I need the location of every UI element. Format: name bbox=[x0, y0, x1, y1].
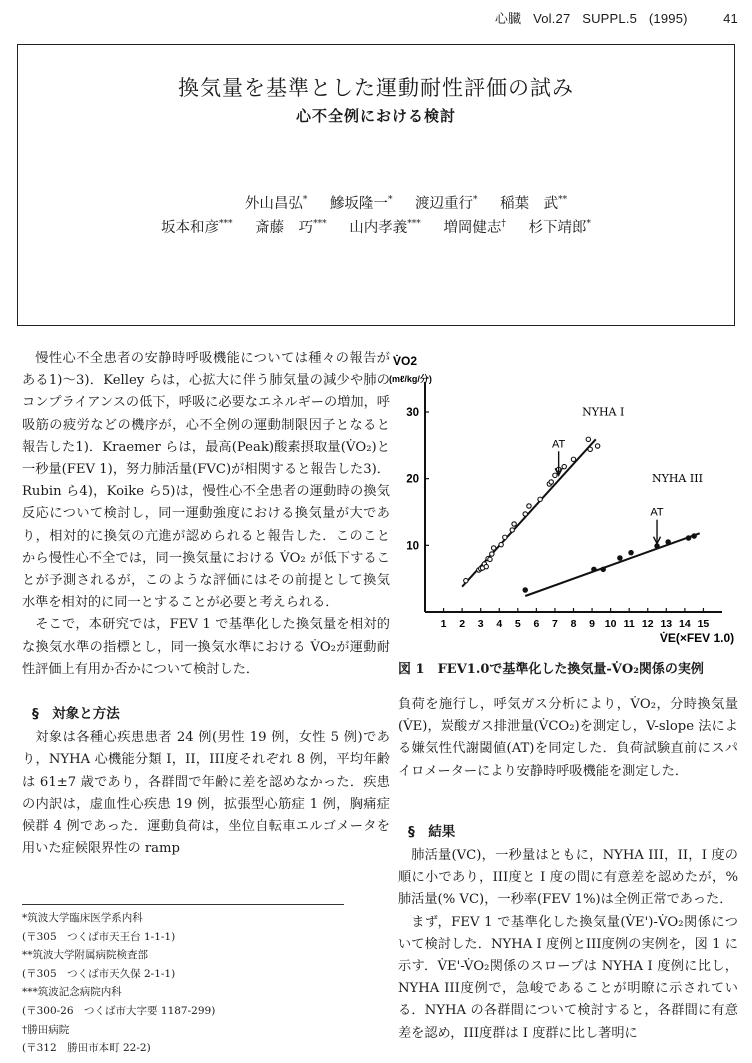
data-point bbox=[523, 588, 527, 592]
footnote-line: **筑波大学附属病院検査部 bbox=[22, 949, 148, 962]
footnote-line: †勝田病院 bbox=[22, 1023, 70, 1036]
data-point bbox=[553, 473, 557, 477]
y-tick-label: 20 bbox=[406, 473, 419, 486]
x-tick-label: 5 bbox=[514, 618, 521, 630]
data-point bbox=[527, 504, 531, 508]
data-point bbox=[666, 540, 670, 544]
data-point bbox=[562, 464, 566, 468]
results-heading: § 結果 bbox=[408, 823, 456, 840]
x-tick-label: 8 bbox=[570, 618, 577, 630]
data-point bbox=[586, 437, 590, 441]
data-point bbox=[491, 546, 495, 550]
series-label: NYHA III bbox=[651, 472, 703, 485]
data-point bbox=[503, 535, 507, 539]
series-label: NYHA I bbox=[582, 405, 625, 419]
y-axis-unit: (mℓ/kg/分) bbox=[389, 374, 432, 384]
data-point bbox=[618, 556, 622, 560]
author: 斎藤 巧*** bbox=[255, 219, 327, 236]
figure-caption: 図 1 FEV1.0で基準化した換気量-V̇O₂関係の実例 bbox=[398, 662, 704, 677]
data-point bbox=[510, 528, 514, 532]
data-point bbox=[629, 550, 633, 554]
data-point bbox=[592, 567, 596, 571]
y-axis-label: V̇O2 bbox=[393, 354, 418, 368]
author: 山内孝義*** bbox=[349, 219, 421, 236]
data-point bbox=[512, 522, 516, 526]
article-title: 換気量を基準とした運動耐性評価の試み bbox=[178, 76, 574, 100]
author: 外山昌弘* bbox=[244, 195, 308, 212]
author: 渡辺重行* bbox=[415, 195, 478, 212]
y-tick-label: 10 bbox=[406, 540, 419, 553]
data-point bbox=[464, 578, 468, 582]
data-point bbox=[686, 536, 690, 540]
footnote-line: (〒312 勝田市本町 22-2) bbox=[22, 1042, 151, 1055]
x-axis-label: V̇E(×FEV 1.0) bbox=[659, 631, 735, 645]
right-column bbox=[398, 694, 738, 1045]
footnote-divider bbox=[22, 904, 344, 905]
footnote-line: *筑波大学臨床医学系内科 bbox=[22, 912, 143, 924]
data-point bbox=[499, 542, 503, 546]
at-label: AT bbox=[552, 438, 566, 451]
intro-paragraph-2: そこで，本研究では，FEV 1 で基準化した換気量を相対的な換気水準の指標とし，同一換気水準における V̇O₂が運動耐性評価上有用か否かについて検討した． bbox=[22, 617, 390, 677]
data-point bbox=[484, 564, 488, 568]
journal-supplement: SUPPL.5 bbox=[582, 11, 638, 26]
figure-1 bbox=[389, 342, 752, 687]
results-paragraph-2: まず，FEV 1 で基準化した換気量(V̇E')-V̇O₂関係について検討した．NYHA I 度例とIII度例の実例を，図 1 に示す．V̇E'-V̇O₂関係のスロープは NYHA I 度例に比し，NYHA III度例で，急峻であることが明瞭に示されている．NYHA の各群間について検討すると，各群間に有意差を認め，III度群は I 度群に比し著明に bbox=[398, 914, 738, 1041]
footnote-line: (〒300-26 つくば市大字要 1187-299) bbox=[22, 1004, 216, 1017]
methods-paragraph-1: 対象は各種心疾患患者 24 例(男性 19 例，女性 5 例)であり，NYHA 心機能分類 I，II，III度それぞれ 8 例，平均年齢は 61±7 歳であり，各群間で年齢に差を認めなかった．疾患の内訳は，虚血性心疾患 19 例，拡張型心筋症 1 例，胸痛症候群 4 例であった．運動負荷は，坐位自転車エルゴメータを用いた症候限界性の ramp bbox=[22, 730, 390, 857]
author: 鰺坂隆一* bbox=[329, 195, 393, 212]
x-tick-label: 15 bbox=[697, 618, 710, 630]
x-tick-label: 9 bbox=[589, 618, 595, 630]
affiliation-footnotes bbox=[22, 909, 215, 1058]
at-label: AT bbox=[650, 506, 664, 519]
x-tick-label: 14 bbox=[679, 618, 691, 630]
author: 杉下靖郎* bbox=[528, 219, 591, 236]
x-tick-label: 10 bbox=[604, 618, 617, 630]
x-tick-label: 7 bbox=[552, 618, 558, 630]
y-tick-label: 30 bbox=[406, 407, 419, 419]
methods-continued: 負荷を施行し，呼気ガス分析により，V̇O₂，分時換気量(V̇E)，炭酸ガス排泄量(V̇CO₂)を測定し，V-slope 法による嫌気性代謝閾値(AT)を同定した．負荷試験直前にスパイロメーターにより安静時呼吸機能を測定した． bbox=[398, 697, 738, 779]
scatter-chart bbox=[389, 342, 752, 652]
footnote-line: ***筑波記念病院内科 bbox=[22, 986, 122, 999]
x-tick-label: 13 bbox=[660, 618, 673, 630]
intro-paragraph-1: 慢性心不全患者の安静時呼吸機能については種々の報告がある1)〜3)．Kelley らは，心拡大に伴う肺気量の減少や肺のコンプライアンスの低下，呼吸に必要なエネルギーの増加，呼吸筋の疲労などの機序が，心不全例の運動制限因子となると報告した1)．Kraemer らは，最高(Peak)酸素摂取量(V̇O₂)と一秒量(FEV 1)，努力肺活量(FVC)が相関すると報告した3)．Rubin ら4)，Koike ら5)は，慢性心不全患者の運動時の換気反応について検討し，同一運動強度における換気量が大であり，相対的に換気の亢進が認められると報告した．このことから慢性心不全では，同一換気量における V̇O₂ が低下することが予測されるが，このような評価にはその前提として換気水準を相対的に同一とすることが必要と考えられる． bbox=[22, 351, 390, 611]
x-tick-label: 11 bbox=[623, 618, 635, 630]
article-subtitle: 心不全例における検討 bbox=[295, 107, 456, 125]
author: 増岡健志† bbox=[443, 219, 506, 236]
footnote-line: (〒305 つくば市天久保 2-1-1) bbox=[22, 967, 176, 980]
journal-year: (1995) bbox=[648, 11, 688, 26]
journal-name: 心臓 bbox=[494, 11, 522, 26]
x-tick-label: 2 bbox=[459, 618, 466, 630]
data-point bbox=[488, 557, 492, 561]
data-point bbox=[595, 444, 599, 448]
author: 稲葉 武** bbox=[500, 195, 568, 212]
data-point bbox=[588, 447, 592, 451]
left-column bbox=[22, 348, 390, 860]
journal-volume: Vol.27 bbox=[533, 11, 571, 26]
data-point bbox=[538, 497, 542, 501]
x-tick-label: 6 bbox=[533, 618, 540, 630]
footnote-line: (〒305 つくば市天王台 1-1-1) bbox=[22, 930, 176, 943]
x-tick-label: 3 bbox=[477, 618, 484, 630]
data-point bbox=[571, 457, 575, 461]
authors-row-1 bbox=[0, 192, 752, 213]
author: 坂本和彦*** bbox=[161, 219, 233, 236]
fit-line-nyha-3 bbox=[525, 533, 699, 596]
page-number: 41 bbox=[723, 11, 738, 26]
data-point bbox=[601, 567, 605, 571]
authors-row-2 bbox=[0, 216, 752, 237]
data-point bbox=[490, 552, 494, 556]
data-point bbox=[549, 480, 553, 484]
x-tick-label: 12 bbox=[641, 618, 654, 630]
data-point bbox=[692, 534, 696, 538]
x-tick-label: 4 bbox=[496, 618, 503, 630]
x-tick-label: 1 bbox=[440, 618, 447, 630]
running-head bbox=[495, 8, 738, 27]
results-paragraph-1: 肺活量(VC)，一秒量はともに，NYHA III，II，I 度の順に小であり，III度と I 度の間に有意差を認めたが，%肺活量(% VC)，一秒率(FEV 1%)は全例正常であった． bbox=[398, 848, 738, 908]
data-point bbox=[523, 512, 527, 516]
methods-heading: § 対象と方法 bbox=[32, 706, 120, 723]
